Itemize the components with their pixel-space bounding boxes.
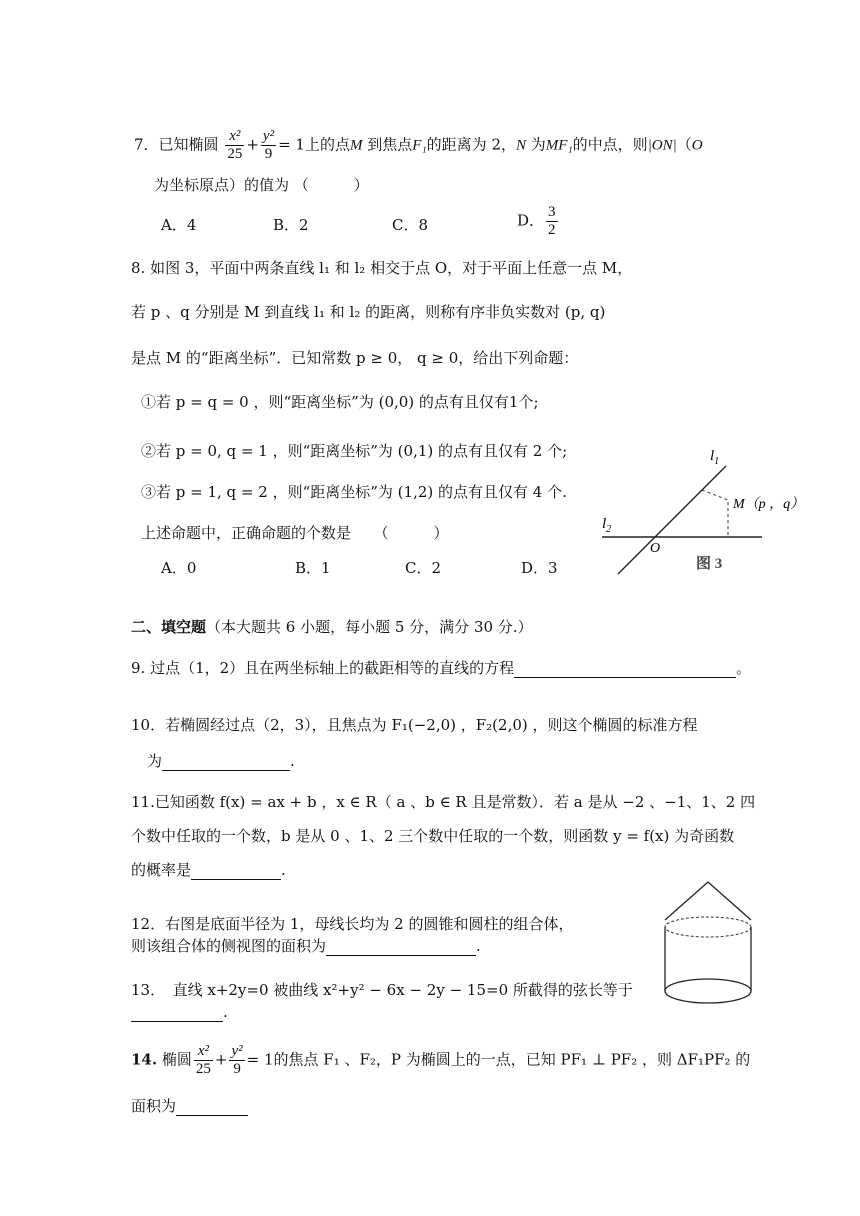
question-12-line1: 12．右图是底面半径为 1，母线长均为 2 的圆锥和圆柱的组合体， [131, 915, 574, 933]
fraction-x2-25: $\frac{\text{x²}}{25}$ [227, 128, 243, 162]
question-9: 9. 过点（1，2）且在两坐标轴上的截距相等的直线的方程 。 [131, 659, 752, 677]
q11-answer-blank[interactable] [191, 863, 281, 880]
question-14-line1: 14. 椭圆 $\frac{\text{x²}}{25}$ + $\frac{\text{y²}}{9}$ = 1的焦点 F₁ 、F₂，P 为椭圆上的一点，已知 PF₁ ⊥ PF₂ ，则 ΔF₁PF₂ 的 [131, 1043, 751, 1077]
question-8-line1: 8. 如图 3，平面中两条直线 l₁ 和 l₂ 相交于点 O，对于平面上任意一点 M， [131, 259, 633, 277]
fraction-y2-9: $\frac{\text{y²}}{9}$ [262, 128, 275, 162]
question-13-line2: . [131, 1002, 228, 1022]
q8-option-a: A．0 [161, 559, 197, 577]
label-l2: $l_2$ [602, 516, 612, 535]
perpendicular-dashes [702, 490, 728, 537]
question-11-line3: 的概率是 . [131, 861, 286, 879]
question-11-line1: 11.已知函数 f(x) = ax + b ，x ∈ R（ a 、b ∈ R 且是常数）．若 a 是从 −2 、−1、1、2 四 [131, 793, 756, 811]
q8-proposition-3: ③若 p = 1, q = 2 ，则“距离坐标”为 (1,2) 的点有且仅有 4 个. [141, 483, 567, 501]
q8-option-d: D．3 [521, 559, 558, 577]
figure-3-distance-coordinate [590, 440, 805, 580]
q7-option-d: D． $\frac{3}{2}$ [517, 204, 556, 238]
label-l1: $l_1$ [710, 448, 720, 467]
q8-proposition-2: ②若 p = 0, q = 1 ，则“距离坐标”为 (0,1) 的点有且仅有 2 个; [141, 442, 568, 460]
label-origin-o: O [650, 541, 661, 556]
q7-text: 已知椭圆 [158, 135, 219, 154]
q7-option-c: C．8 [392, 216, 429, 234]
q8-proposition-1: ①若 p = q = 0 ，则“距离坐标”为 (0,0) 的点有且仅有1个; [141, 393, 539, 411]
question-7-line1: 7．已知椭圆 $\frac{\text{x²}}{25}$ + $\frac{\text{y²}}{9}$ = 1上的点M 到焦点F₁的距离为 2，N 为MF₁的中点，则|ON|（O [134, 128, 703, 162]
question-10-line1: 10．若椭圆经过点（2，3），且焦点为 F₁(−2,0) ，F₂(2,0) ，则这个椭圆的标准方程 [131, 716, 698, 734]
q10-answer-blank[interactable] [162, 754, 290, 771]
q12-answer-blank[interactable] [326, 939, 476, 956]
question-12-line2: 则该组合体的侧视图的面积为 . [131, 937, 481, 955]
q9-answer-blank[interactable] [514, 661, 736, 678]
q8-question: 上述命题中，正确命题的个数是 （ ） [141, 524, 449, 542]
q8-option-c: C．2 [405, 559, 442, 577]
section-2-heading: 二、填空题（本大题共 6 小题，每小题 5 分，满分 30 分.） [131, 618, 533, 636]
question-13-line1: 13． 直线 x+2y=0 被曲线 x²+y² − 6x − 2y − 15=0 所截得的弦长等于 [131, 981, 633, 999]
q14-answer-blank[interactable] [176, 1099, 248, 1116]
q7-option-a: A．4 [161, 216, 197, 234]
q7-number: 7． [134, 135, 159, 154]
question-10-line2: 为 . [147, 752, 295, 770]
question-11-line2: 个数中任取的一个数，b 是从 0 、1、2 三个数中任取的一个数，则函数 y = f(x) 为奇函数 [131, 827, 735, 845]
q7-option-b: B．2 [273, 216, 309, 234]
question-7-line2: 为坐标原点）的值为 （ ） [154, 176, 369, 194]
label-point-m: M（p ，q） [733, 497, 805, 512]
question-14-line2: 面积为 [131, 1096, 248, 1116]
question-8-line3: 是点 M 的“距离坐标”．已知常数 p ≥ 0， q ≥ 0，给出下列命题： [131, 349, 579, 367]
cone-cylinder-figure [660, 878, 780, 1014]
q8-option-b: B．1 [295, 559, 331, 577]
q13-answer-blank[interactable] [131, 1005, 223, 1022]
figure-caption: 图 3 [696, 556, 723, 572]
question-8-line2: 若 p 、q 分别是 M 到直线 l₁ 和 l₂ 的距离，则称有序非负实数对 (p, q) [131, 303, 606, 321]
